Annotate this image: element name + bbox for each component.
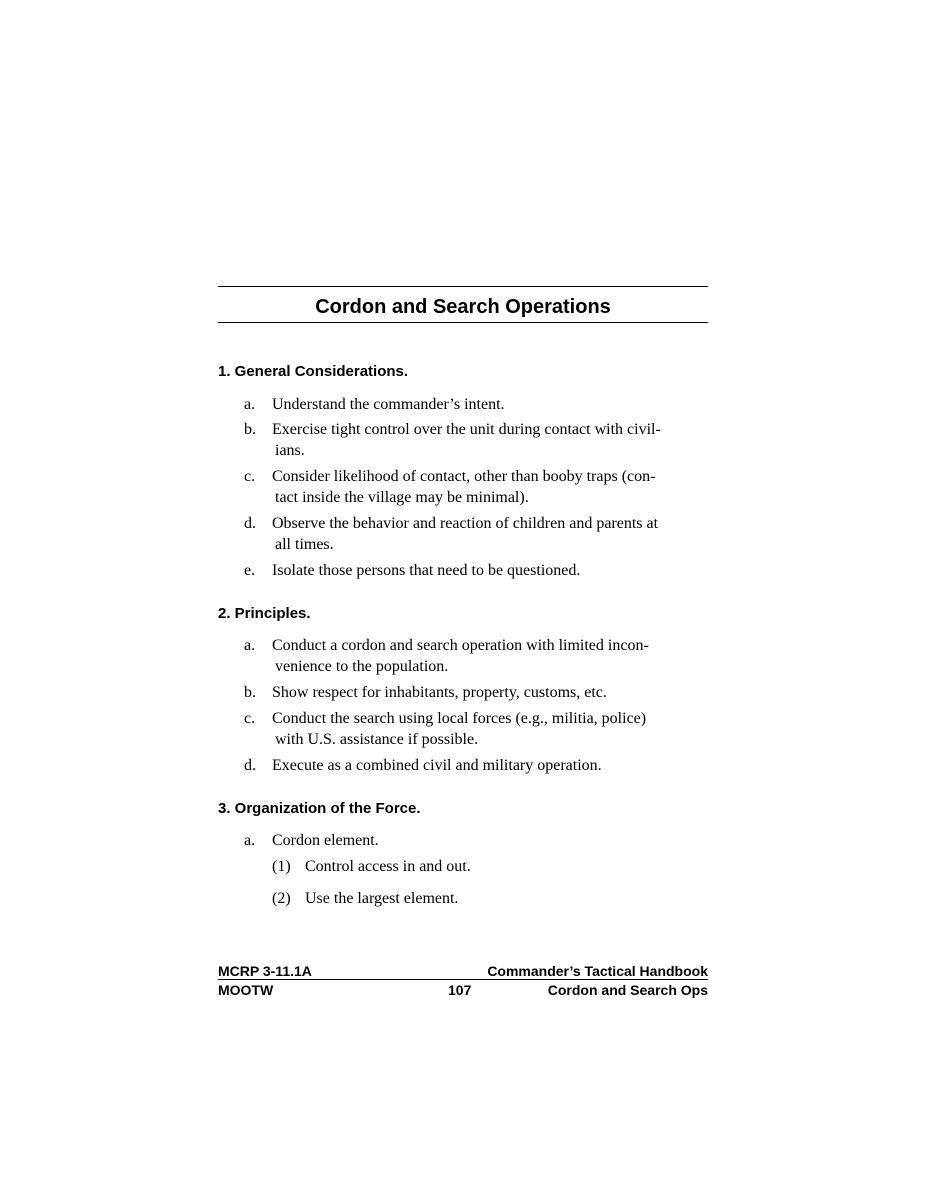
sub-item-label: (1) <box>272 858 291 875</box>
title-rule-top <box>218 286 708 287</box>
footer-section-title: Cordon and Search Ops <box>547 982 708 998</box>
item-text-continued: all times. <box>275 536 334 553</box>
item-text: Observe the behavior and reaction of children and parents at <box>272 515 659 532</box>
item-label: c. <box>244 710 256 727</box>
item-label: b. <box>244 684 256 701</box>
item-text-continued: venience to the population. <box>275 658 449 675</box>
item-label: a. <box>244 637 256 654</box>
item-label: b. <box>244 421 256 438</box>
page-number: 107 <box>448 982 472 998</box>
footer-handbook-title: Commander’s Tactical Handbook <box>487 963 708 979</box>
sub-item-text: Use the largest element. <box>305 890 459 907</box>
title-rule-bottom <box>218 322 708 323</box>
sub-item-label: (2) <box>272 890 291 907</box>
item-text: Isolate those persons that need to be questioned. <box>272 562 581 579</box>
page-title: Cordon and Search Operations <box>315 296 611 318</box>
item-text: Conduct a cordon and search operation with limited incon- <box>272 637 649 654</box>
item-text: Consider likelihood of contact, other than booby traps (con- <box>272 468 656 485</box>
item-text-continued: with U.S. assistance if possible. <box>275 731 479 748</box>
item-text: Exercise tight control over the unit during contact with civil- <box>272 421 661 438</box>
footer-publication: MCRP 3-11.1A <box>218 963 312 979</box>
item-text: Conduct the search using local forces (e.g., militia, police) <box>272 710 647 727</box>
item-label: c. <box>244 468 256 485</box>
item-label: a. <box>244 832 256 849</box>
section-heading: 3. Organization of the Force. <box>218 800 421 817</box>
item-label: a. <box>244 396 256 413</box>
item-label: e. <box>244 562 256 579</box>
sub-item-text: Control access in and out. <box>305 858 471 875</box>
item-label: d. <box>244 515 256 532</box>
item-text: Understand the commander’s intent. <box>272 396 505 413</box>
footer-category: MOOTW <box>218 982 274 998</box>
item-text-continued: ians. <box>275 442 305 459</box>
item-text: Cordon element. <box>272 832 379 849</box>
item-label: d. <box>244 757 256 774</box>
item-text-continued: tact inside the village may be minimal). <box>275 489 529 506</box>
item-text: Execute as a combined civil and military operation. <box>272 757 602 774</box>
item-text: Show respect for inhabitants, property, customs, etc. <box>272 684 607 701</box>
footer-rule <box>218 979 708 980</box>
section-heading: 1. General Considerations. <box>218 363 409 380</box>
section-heading: 2. Principles. <box>218 605 311 622</box>
